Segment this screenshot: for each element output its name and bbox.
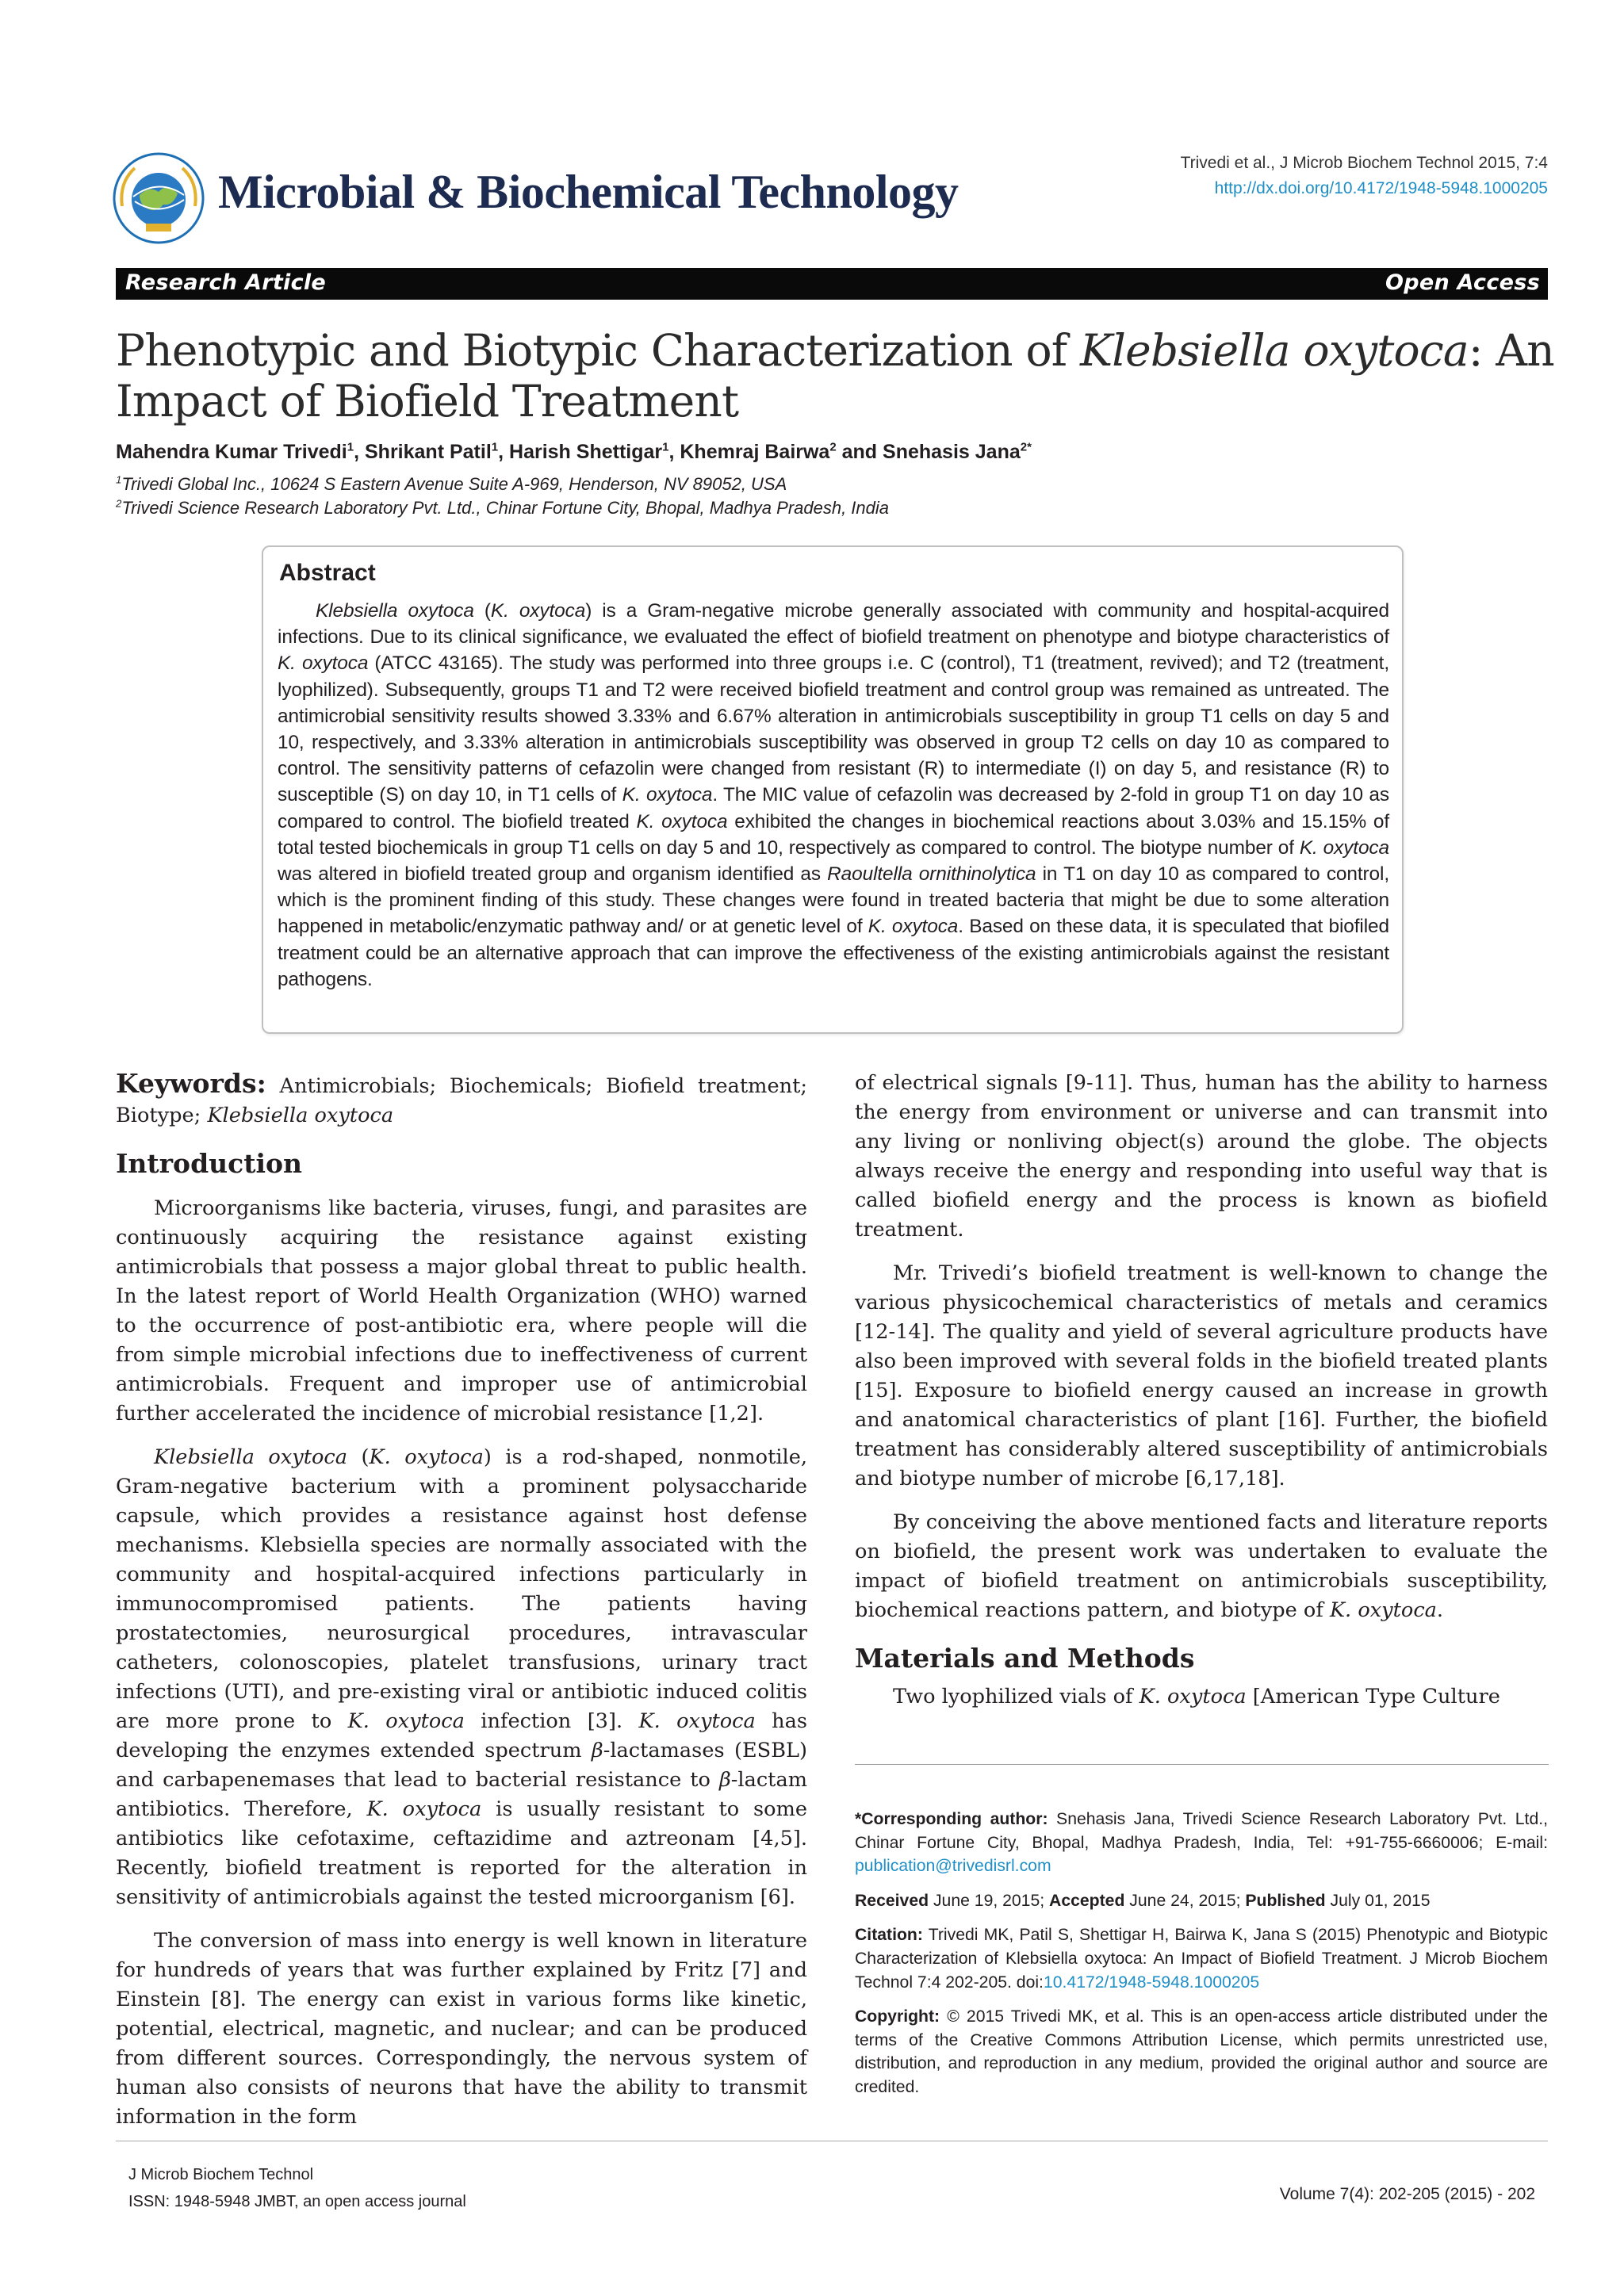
footnote-divider <box>855 1764 1549 1765</box>
paragraph: By conceiving the above mentioned facts and literature reports on biofield, the present work was undertaken to evaluate the impact of biofield treatment on antimicrobials susceptibility, biochemical reactions pattern, and biotype of K. oxytoca. <box>855 1510 1548 1622</box>
body-column-left <box>116 1069 807 2132</box>
publisher-logo <box>111 151 206 246</box>
footer-page-info: Volume 7(4): 202-205 (2015) - 202 <box>1279 2185 1535 2203</box>
abstract-text: Klebsiella oxytoca (K. oxytoca) is a Gram-negative microbe generally associated with community and hospital-acquired infections. Due to its clinical significance, we evaluated the effect of biofield treatment on phenotype and biotype characteristics of K. oxytoca (ATCC 43165). The study was performed into three groups i.e. C (control), T1 (treatment, revived); and T2 (treatment, lyophilized). Subsequently, groups T1 and T2 were received biofield treatment and control group was remained as untreated. The antimicrobial sensitivity results showed 3.33% and 6.67% alteration in antimicrobials susceptibility in group T1 cells on day 5 and 10, respectively, and 3.33% alteration in antimicrobials susceptibility was observed in group T2 cells on day 10 as compared to control. The sensitivity patterns of cefazolin were changed from resistant (R) to intermediate (I) on day 5, and resistance (R) to susceptible (S) on day 10, in T1 cells of K. oxytoca. The MIC value of cefazolin was decreased by 2-fold in group T1 on day 10 as compared to control. The biofield treated K. oxytoca exhibited the changes in biochemical reactions about 3.03% and 15.15% of total tested biochemicals in group T1 cells on day 5 and 10, respectively as compared to control. The biotype number of K. oxytoca was altered in biofield treated group and organism identified as Raoultella ornithinolytica in T1 on day 10 as compared to control, which is the prominent finding of this study. These changes were found in treated bacteria that might be due to some alteration happened in metabolic/enzymatic pathway and/ or at genetic level of K. oxytoca. Based on these data, it is speculated that biofiled treatment could be an alternative approach that can improve the effectiveness of the existing antimicrobials against the resistant pathogens. <box>278 600 1390 990</box>
citation-note: Citation: Trivedi MK, Patil S, Shettigar H, Bairwa K, Jana S (2015) Phenotypic and Biotypic Characterization of Klebsiella oxytoca: An Impact of Biofield Treatment. J Microb Biochem Technol 7:4 202-205. doi:10.4172/1948-5948.1000205 <box>855 1926 1548 1992</box>
copyright-note: Copyright: © 2015 Trivedi MK, et al. This is an open-access article distributed under the terms of the Creative Commons Attribution License, which permits unrestricted use, distribution, and reproduction in any medium, provided the original author and source are credited. <box>855 2007 1548 2096</box>
footnotes <box>855 1808 1548 2110</box>
paragraph: of electrical signals [9-11]. Thus, human has the ability to harness the energy from environment or universe and can transmit into any living or nonliving object(s) around the globe. The objects always receive the energy and responding into useful way that is called biofield energy and the process is known as biofield treatment. <box>855 1071 1548 1242</box>
affiliation-2: $^2$Trivedi Science Research Laboratory Pvt. Ltd., Chinar Fortune City, Bhopal, Madhya Pradesh, India <box>116 497 890 518</box>
article-type-bar <box>116 268 1548 300</box>
author-list: Mahendra Kumar Trivedi$^1$, Shrikant Patil$^1$, Harish Shettigar$^1$, Khemraj Bairwa$^2$ and Snehasis Jana$^{2*}$ <box>116 440 1032 463</box>
paragraph: The conversion of mass into energy is well known in literature for hundreds of years that was further explained by Fritz [7] and Einstein [8]. The energy can exist in various forms like kinetic, potential, electrical, magnetic, and nuclear; and can be produced from different sources. Correspondingly, the nervous system of human also consists of neurons that have the ability to transmit information in the form <box>116 1929 807 2129</box>
footer-issn: ISSN: 1948-5948 JMBT, an open access journal <box>128 2193 466 2210</box>
header-citation: Trivedi et al., J Microb Biochem Technol 2015, 7:4 <box>1180 154 1548 172</box>
received-dates: Received June 19, 2015; Accepted June 24, 2015; Published July 01, 2015 <box>855 1891 1431 1910</box>
paragraph: Two lyophilized vials of K. oxytoca [American Type Culture <box>893 1685 1500 1709</box>
paragraph: Klebsiella oxytoca (K. oxytoca) is a rod-shaped, nonmotile, Gram-negative bacterium with a prominent polysaccharide capsule, which provides a resistance against host defense mechanisms. Klebsiella species are normally associated with the community and hospital-acquired infections particularly in immunocompromised patients. The patients having prostatectomies, neurosurgical procedures, intravascular catheters, colonoscopies, platelet transfusions, urinary tract infections (UTI), and pre-existing viral or antibiotic induced colitis are more prone to K. oxytoca infection [3]. K. oxytoca has developing the enzymes extended spectrum β-lactamases (ESBL) and carbapenemases that lead to bacterial resistance to β-lactam antibiotics. Therefore, K. oxytoca is usually resistant to some antibiotics like cefotaxime, ceftazidime and aztreonam [4,5]. Recently, biofield treatment is reported for the alteration in sensitivity of antimicrobials against the tested microorganism [6]. <box>116 1445 808 1909</box>
paragraph: Mr. Trivedi’s biofield treatment is well-known to change the various physicochemical characteristics of metals and ceramics [12-14]. The quality and yield of several agriculture products have also been improved with several folds in the biofield treated plants [15]. Exposure to biofield energy caused an increase in growth and anatomical characteristics of plant [16]. Further, the biofield treatment has considerably altered susceptibility of antimicrobials and biotype number of microbe [6,17,18]. <box>855 1261 1548 1490</box>
journal-title: Microbial & Biochemical Technology <box>218 166 959 218</box>
abstract-heading: Abstract <box>279 560 376 586</box>
section-heading-introduction: Introduction <box>116 1148 303 1179</box>
paragraph: Microorganisms like bacteria, viruses, fungi, and parasites are continuously acquiring the resistance against existing antimicrobials that possess a major global threat to public health. In the latest report of World Health Organization (WHO) warned to the occurrence of post-antibiotic era, where people will die from simple microbial infections due to ineffectiveness of current antimicrobials. Frequent and improper use of antimicrobial further accelerated the incidence of microbial resistance [1,2]. <box>116 1196 807 1425</box>
affiliation-1: $^1$Trivedi Global Inc., 10624 S Eastern Avenue Suite A-969, Henderson, NV 89052, USA <box>116 473 787 494</box>
paper-title: Phenotypic and Biotypic Characterization of Klebsiella oxytoca: An Impact of Biofield Treatment <box>116 325 1554 427</box>
citation-doi-link[interactable]: 10.4172/1948-5948.1000205 <box>1043 1973 1260 1992</box>
email-link[interactable]: publication@trivedisrl.com <box>855 1857 1051 1876</box>
footer-journal: J Microb Biochem Technol <box>128 2166 314 2183</box>
abstract-box <box>262 545 1404 1034</box>
section-heading-methods: Materials and Methods <box>855 1643 1195 1674</box>
open-access-label: Open Access <box>1385 270 1540 295</box>
article-type-label: Research Article <box>125 270 327 295</box>
corresponding-author: *Corresponding author: Snehasis Jana, Trivedi Science Research Laboratory Pvt. Ltd., Chinar Fortune City, Bhopal, Madhya Pradesh, India, Tel: +91-755-6660006; E-mail: publication@trivedisrl.com <box>855 1810 1548 1876</box>
keywords: Keywords: Antimicrobials; Biochemicals; Biofield treatment; Biotype; Klebsiella oxytoca <box>116 1068 807 1127</box>
body-column-right <box>855 1069 1548 1712</box>
header-doi-link[interactable]: http://dx.doi.org/10.4172/1948-5948.1000205 <box>1214 179 1548 197</box>
